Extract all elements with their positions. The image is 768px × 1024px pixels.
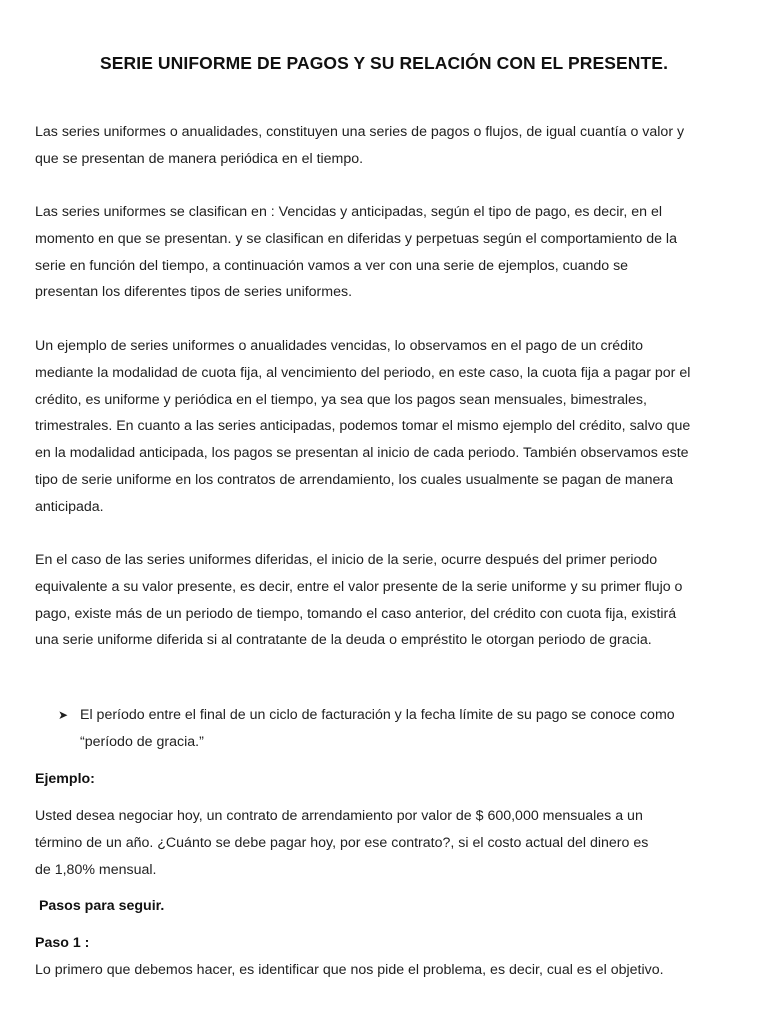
paragraph-line: pago, existe más de un periodo de tiempo, tomando el caso anterior, del crédito con cuota fija, existirá xyxy=(35,605,677,622)
arrow-bullet-icon: ➤ xyxy=(58,708,69,722)
paragraph-line: término de un año. ¿Cuánto se debe pagar hoy, por ese contrato?, si el costo actual del dinero es xyxy=(35,834,649,851)
paragraph-line: trimestrales. En cuanto a las series anticipadas, podemos tomar el mismo ejemplo del crédito, salvo que xyxy=(35,418,691,435)
paragraph-line: tipo de serie uniforme en los contratos de arrendamiento, los cuales usualmente se pagan de manera xyxy=(35,471,674,488)
bullet-text xyxy=(80,702,675,756)
paragraph-line: Lo primero que debemos hacer, es identificar que nos pide el problema, es decir, cual es el objetivo. xyxy=(35,962,664,978)
paragraph-2 xyxy=(35,199,740,306)
example-heading: Ejemplo: xyxy=(35,771,95,787)
bullet-line: “período de gracia.” xyxy=(80,733,204,750)
paragraph-line: presentan los diferentes tipos de series uniformes. xyxy=(35,284,353,301)
paragraph-line: que se presentan de manera periódica en el tiempo. xyxy=(35,150,364,167)
paragraph-line: Un ejemplo de series uniformes o anualidades vencidas, lo observamos en el pago de un crédito xyxy=(35,338,644,354)
paragraph-line: crédito, es uniforme y periódica en el tiempo, ya sea que los pagos sean mensuales, bimestrales, xyxy=(35,391,647,408)
step1-heading: Paso 1 : xyxy=(35,935,90,951)
example-text xyxy=(35,803,740,883)
paragraph-line: mediante la modalidad de cuota fija, al vencimiento del periodo, en este caso, la cuota fija a pagar por el xyxy=(35,364,691,381)
paragraph-line: Las series uniformes o anualidades, constituyen una series de pagos o flujos, de igual cuantía o valor y xyxy=(35,124,685,140)
document-title: SERIE UNIFORME DE PAGOS Y SU RELACIÓN CON EL PRESENTE. xyxy=(99,53,669,73)
paragraph-line: equivalente a su valor presente, es decir, entre el valor presente de la serie uniforme y su primer flujo o xyxy=(35,578,683,595)
paragraph-line: anticipada. xyxy=(35,498,104,515)
bullet-line: El período entre el final de un ciclo de facturación y la fecha límite de su pago se conoce como xyxy=(80,707,675,723)
steps-heading: Pasos para seguir. xyxy=(35,898,165,914)
paragraph-line: Las series uniformes se clasifican en : Vencidas y anticipadas, según el tipo de pago, es decir, en el xyxy=(35,204,662,220)
paragraph-line: en la modalidad anticipada, los pagos se presentan al inicio de cada periodo. También observamos este xyxy=(35,445,689,462)
paragraph-line: de 1,80% mensual. xyxy=(35,861,157,878)
paragraph-line: serie en función del tiempo, a continuación vamos a ver con una serie de ejemplos, cuando se xyxy=(35,257,629,274)
paragraph-4 xyxy=(35,547,740,654)
paragraph-line: momento en que se presentan. y se clasifican en diferidas y perpetuas según el comportamiento de la xyxy=(35,230,677,247)
paragraph-line: En el caso de las series uniformes diferidas, el inicio de la serie, ocurre después del primer periodo xyxy=(35,552,658,568)
paragraph-line: Usted desea negociar hoy, un contrato de arrendamiento por valor de $ 600,000 mensuales a un xyxy=(35,808,643,824)
step1-text xyxy=(35,957,740,984)
paragraph-1 xyxy=(35,119,740,173)
paragraph-3 xyxy=(35,333,740,521)
paragraph-line: una serie uniforme diferida si al contratante de la deuda o empréstito le otorgan periodo de gracia. xyxy=(35,632,652,649)
